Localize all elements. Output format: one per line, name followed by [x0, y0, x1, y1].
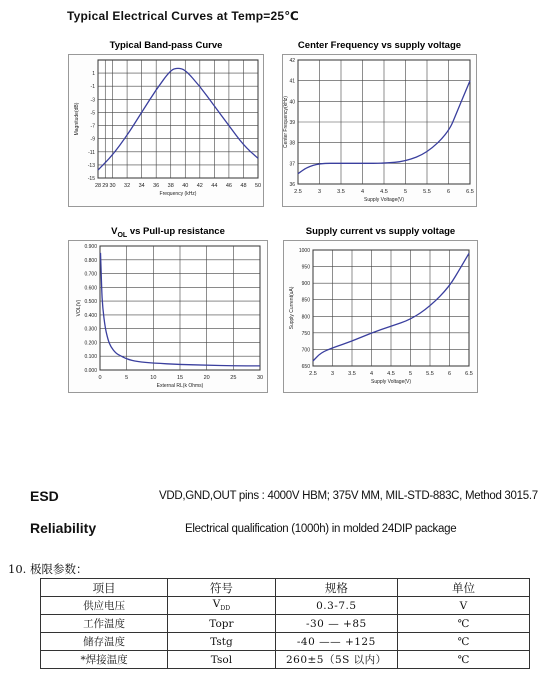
row-symbol: Tstg	[168, 633, 276, 651]
x-axis-label: Supply Voltage(V)	[363, 197, 405, 203]
y-tick-label: 42	[289, 58, 295, 64]
x-tick-label: 38	[167, 183, 174, 189]
reliability-text: Electrical qualification (1000h) in molded 24DIP package	[185, 523, 457, 535]
chart-vol-svg	[68, 240, 268, 393]
x-tick-label: 30	[109, 183, 116, 189]
y-tick-label: -13	[87, 162, 95, 169]
row-spec: 0.3-7.5	[275, 597, 397, 615]
y-tick-label: 850	[301, 297, 310, 304]
x-tick-label: 34	[138, 183, 145, 189]
x-tick-label: 2.5	[309, 371, 317, 377]
y-axis-label: Magnitude(dB)	[74, 102, 80, 136]
y-tick-label: 41	[289, 78, 295, 85]
limits-table	[40, 578, 530, 669]
y-tick-label: 0.900	[84, 244, 97, 250]
x-tick-label: 5.5	[423, 189, 431, 195]
limits-header-row	[41, 579, 530, 597]
chart-center-frequency-svg	[282, 54, 477, 207]
x-tick-label: 4	[369, 371, 374, 377]
x-tick-label: 46	[225, 183, 232, 189]
chart-supply-current-svg	[283, 240, 478, 393]
chart-center-frequency-title: Center Frequency vs supply voltage	[297, 40, 462, 51]
x-axis-label: External RL(k Ohms)	[156, 383, 204, 389]
row-spec: -30 — +85	[275, 615, 397, 633]
chart-vol-title	[68, 226, 268, 239]
y-tick-label: 0.400	[84, 312, 97, 319]
reliability-label: Reliability	[30, 520, 97, 536]
x-tick-label: 44	[211, 183, 218, 189]
y-tick-label: 0.300	[84, 326, 97, 333]
plot-area	[98, 60, 258, 178]
x-tick-label: 32	[124, 183, 131, 189]
row-unit: ℃	[397, 651, 529, 669]
chart-bandpass-title: Typical Band-pass Curve	[109, 40, 223, 51]
main-title: Typical Electrical Curves at Temp=25℃	[67, 9, 299, 23]
row-item: 储存温度	[41, 633, 168, 651]
x-tick-label: 29	[102, 183, 109, 189]
row-item: 供应电压	[41, 597, 168, 615]
y-tick-label: -1	[90, 84, 95, 91]
y-tick-label: 39	[289, 120, 295, 126]
y-tick-label: 38	[289, 140, 295, 147]
x-tick-label: 5	[403, 189, 408, 195]
table-row	[41, 651, 530, 669]
x-tick-label: 3	[330, 371, 335, 377]
x-tick-label: 36	[153, 183, 160, 189]
y-axis-label: VOL(V)	[76, 299, 82, 317]
y-tick-label: 37	[289, 161, 295, 168]
x-tick-label: 2.5	[294, 189, 302, 195]
y-tick-label: 0.000	[84, 368, 97, 374]
row-symbol: Topr	[168, 615, 276, 633]
y-tick-label: 650	[301, 364, 310, 370]
y-tick-label: 0.200	[84, 340, 97, 347]
x-tick-label: 4	[360, 189, 365, 195]
esd-label: ESD	[30, 488, 59, 504]
chart-vol-title-v: V	[111, 226, 118, 237]
y-tick-label: -7	[90, 123, 95, 130]
x-tick-label: 25	[230, 375, 237, 381]
y-tick-label: -9	[90, 136, 95, 143]
x-tick-label: 15	[176, 375, 184, 381]
x-tick-label: 30	[256, 375, 264, 381]
esd-text: VDD,GND,OUT pins : 4000V HBM; 375V MM, MIL-STD-883C, Method 3015.7	[159, 490, 538, 502]
y-tick-label: 40	[289, 99, 295, 106]
x-tick-label: 6.5	[465, 371, 473, 377]
chart-vol-title-sub: OL	[117, 231, 128, 239]
x-tick-label: 3.5	[348, 371, 356, 377]
x-tick-label: 4.5	[387, 371, 395, 377]
chart-bandpass	[68, 40, 264, 207]
row-item: 工作温度	[41, 615, 168, 633]
table-row	[41, 597, 530, 615]
chart-vol-title-rest: vs Pull-up resistance	[127, 226, 225, 237]
row-symbol	[168, 597, 276, 615]
x-axis-label: Frequency (kHz)	[159, 191, 197, 197]
y-tick-label: 800	[301, 314, 310, 321]
y-tick-label: 700	[301, 347, 310, 354]
table-row	[41, 633, 530, 651]
x-tick-label: 50	[254, 183, 262, 189]
row-item: *焊接温度	[41, 651, 168, 669]
header-spec: 规格	[275, 579, 397, 597]
y-tick-label: 0.600	[84, 285, 97, 292]
x-tick-label: 40	[182, 183, 189, 189]
row-unit: ℃	[397, 615, 529, 633]
x-tick-label: 3	[317, 189, 322, 195]
chart-bandpass-svg	[68, 54, 264, 207]
x-tick-label: 42	[196, 183, 203, 189]
x-tick-label: 3.5	[337, 189, 345, 195]
x-tick-label: 0	[98, 375, 102, 381]
y-tick-label: -5	[90, 110, 95, 117]
x-tick-label: 5	[125, 375, 129, 381]
x-tick-label: 5.5	[426, 371, 434, 377]
x-tick-label: 6.5	[466, 189, 474, 195]
limits-heading: 10. 极限参数：	[8, 562, 88, 576]
x-axis-label: Supply Voltage(V)	[370, 379, 412, 385]
y-tick-label: 750	[301, 330, 310, 337]
table-row	[41, 615, 530, 633]
row-symbol-sub: DD	[220, 605, 231, 613]
row-unit: ℃	[397, 633, 529, 651]
y-tick-label: 1000	[298, 248, 310, 254]
chart-vol	[68, 226, 268, 393]
chart-supply-current-title: Supply current vs supply voltage	[305, 226, 456, 237]
header-unit: 单位	[397, 579, 529, 597]
row-unit: V	[397, 597, 529, 615]
y-tick-label: 1	[92, 71, 95, 78]
y-tick-label: -3	[90, 97, 95, 104]
row-symbol: Tsol	[168, 651, 276, 669]
x-tick-label: 4.5	[380, 189, 388, 195]
chart-supply-current	[283, 226, 478, 393]
y-tick-label: 0.700	[84, 271, 97, 278]
x-tick-label: 10	[150, 375, 157, 381]
x-tick-label: 5	[408, 371, 413, 377]
x-tick-label: 6	[447, 371, 452, 377]
y-tick-label: -11	[88, 149, 95, 156]
x-tick-label: 28	[94, 183, 102, 189]
y-axis-label: Supply Current(uA)	[289, 286, 295, 330]
x-tick-label: 20	[203, 375, 210, 381]
y-tick-label: -15	[87, 176, 95, 182]
row-spec: 260±5（5S 以内）	[275, 651, 397, 669]
x-tick-label: 48	[240, 183, 247, 189]
y-tick-label: 900	[301, 281, 310, 288]
header-item: 项目	[41, 579, 168, 597]
row-spec: -40 —— +125	[275, 633, 397, 651]
x-tick-label: 6	[446, 189, 451, 195]
y-tick-label: 0.500	[84, 299, 97, 306]
y-tick-label: 0.100	[84, 354, 97, 361]
header-symbol: 符号	[168, 579, 276, 597]
row-symbol-main: V	[212, 598, 221, 611]
y-axis-label: Center Frequency(kHz)	[283, 96, 289, 148]
y-tick-label: 36	[289, 182, 295, 188]
y-tick-label: 0.800	[84, 257, 97, 264]
y-tick-label: 950	[301, 264, 310, 271]
chart-center-frequency	[282, 40, 477, 207]
